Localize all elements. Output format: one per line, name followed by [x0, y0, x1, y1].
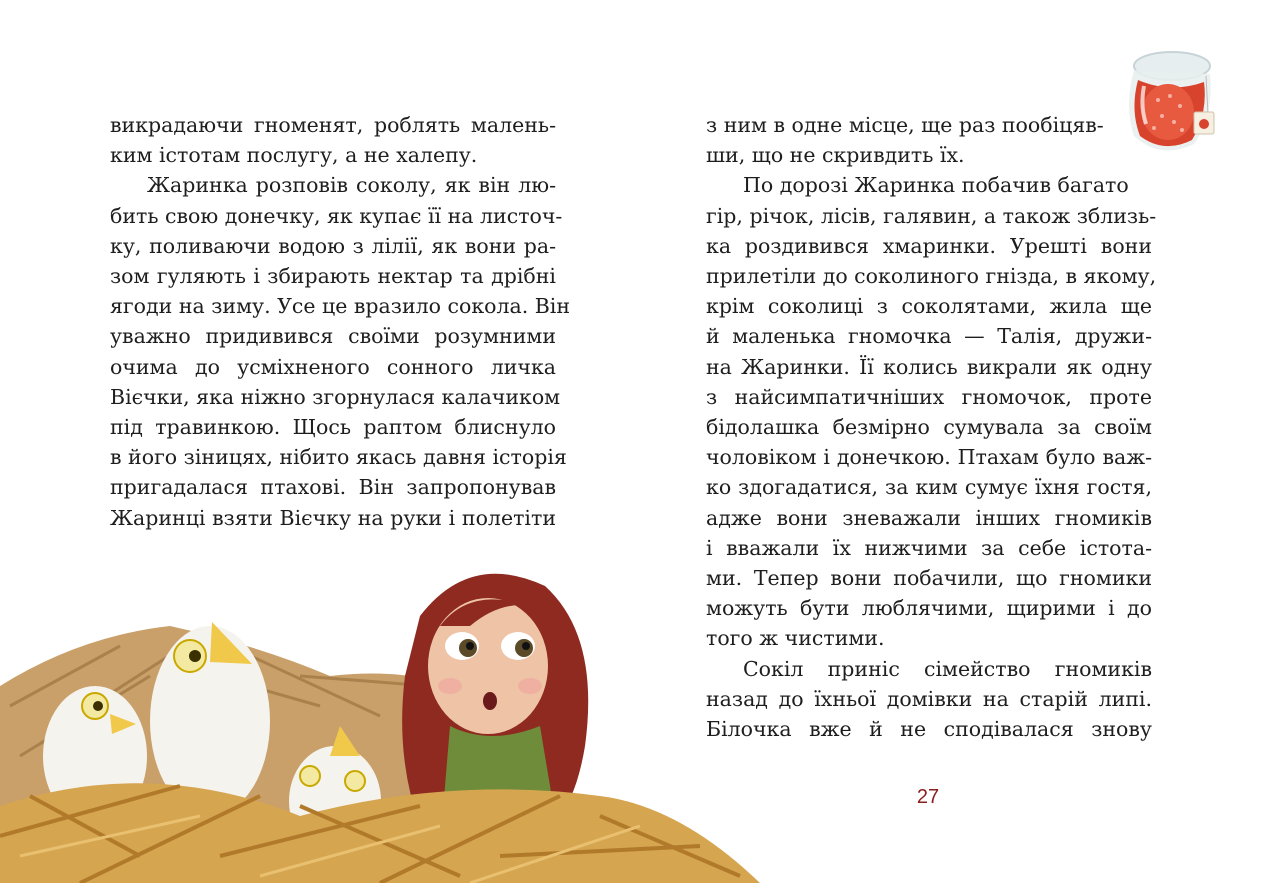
text-line: ши, що не скривдить їх. — [706, 143, 965, 168]
text-line: на Жаринки. Її колись викрали як одну — [706, 354, 1152, 379]
text-line: ку, поливаючи водою з лілії, як вони ра- — [110, 233, 556, 258]
text-line: Білочка вже й не сподівалася знову — [706, 717, 1152, 742]
text-line: з найсимпатичніших гномочок, проте — [706, 384, 1152, 409]
text-line: Жаринці взяти Вієчку на руки і полетіти — [110, 505, 556, 530]
text-line: По дорозі Жаринка побачив багато — [743, 173, 1129, 198]
text-line: Сокіл приніс сімейство гномиків — [743, 656, 1152, 681]
text-line: під травинкою. Щось раптом блиснуло — [110, 415, 556, 440]
text-line: крім соколиці з соколятами, жила ще — [706, 294, 1152, 319]
text-line: бить свою донечку, як купає її на листоч- — [110, 203, 563, 228]
text-line: того ж чистими. — [706, 626, 885, 651]
right-page-text — [706, 110, 1157, 744]
text-line: ко здогадатися, за ким сумує їхня гостя, — [706, 475, 1152, 500]
left-page-text — [110, 110, 571, 533]
text-line: ким істотам послугу, а не халепу. — [110, 143, 478, 168]
text-line: викрадаючи гноменят, роблять малень- — [110, 113, 556, 137]
text-line: і вважали їх нижчими за себе істота- — [706, 535, 1152, 560]
text-line: бідолашка безмірно сумувала за своїм — [706, 415, 1152, 440]
text-line: очима до усміхненого сонного личка — [110, 354, 556, 379]
text-line: й маленька гномочка — Талія, дружи- — [706, 324, 1152, 349]
text-line: прилетіли до соколиного гнізда, в якому, — [706, 264, 1157, 289]
text-line: ягоди на зиму. Усе це вразило сокола. Він — [110, 294, 571, 319]
nest-girl-chicks-illustration — [0, 556, 760, 883]
text-line: уважно придивився своїми розумними — [110, 324, 556, 349]
text-line: з ним в одне місце, ще раз пообіцяв- — [706, 113, 1104, 137]
text-line: зом гуляють і збирають нектар та дрібні — [110, 264, 556, 289]
text-line: пригадалася птахові. Він запропонував — [110, 475, 556, 500]
strawberry-jam-jar-icon — [1110, 36, 1222, 162]
text-line: ка роздивився хмаринки. Урешті вони — [706, 233, 1152, 258]
text-line: можуть бути люблячими, щирими і до — [706, 596, 1152, 621]
text-line: в його зіницях, нібито якась давня історія — [110, 445, 567, 470]
text-line: гір, річок, лісів, галявин, а також зблизь- — [706, 203, 1157, 228]
text-line: адже вони зневажали інших гномиків — [706, 505, 1152, 530]
text-line: назад до їхньої домівки на старій липі. — [706, 686, 1152, 711]
text-line: Жаринка розповів соколу, як він лю- — [147, 173, 556, 198]
page-number: 27 — [916, 786, 940, 808]
text-line: чоловіком і донечкою. Птахам було важ- — [706, 445, 1152, 470]
text-line: Вієчки, яка ніжно згорнулася калачиком — [110, 384, 561, 409]
text-line: ми. Тепер вони побачили, що гномики — [706, 566, 1152, 591]
